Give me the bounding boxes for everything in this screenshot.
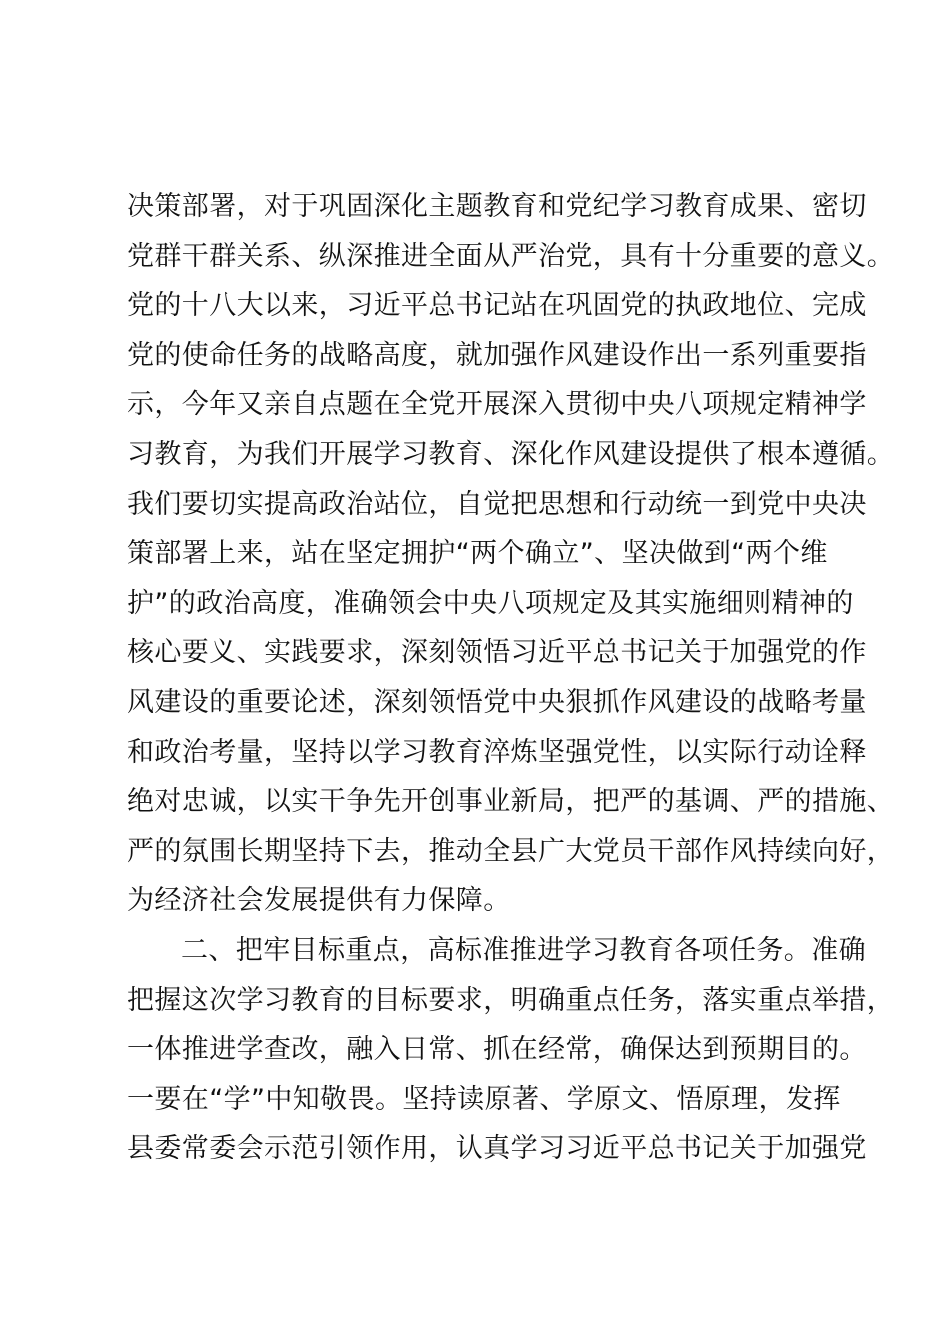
body-text xyxy=(127,182,895,1174)
text-line: 县委常委会示范引领作用，认真学习习近平总书记关于加强党 xyxy=(127,1133,867,1165)
text-line: 我们要切实提高政治站位，自觉把思想和行动统一到党中央决 xyxy=(127,488,867,520)
text-line: 绝对忠诚，以实干争先开创事业新局，把严的基调、严的措施、 xyxy=(127,786,895,818)
text-line: 为经济社会发展提供有力保障。 xyxy=(127,885,511,917)
text-line: 核心要义、实践要求，深刻领悟习近平总书记关于加强党的作 xyxy=(127,637,867,669)
text-line: 策部署上来，站在坚定拥护“两个确立”、坚决做到“两个维 xyxy=(127,538,828,570)
text-line: 决策部署，对于巩固深化主题教育和党纪学习教育成果、密切 xyxy=(127,191,867,222)
text-line: 严的氛围长期坚持下去，推动全县广大党员干部作风持续向好， xyxy=(127,835,895,867)
text-line: 党群干群关系、纵深推进全面从严治党，具有十分重要的意义。 xyxy=(127,240,895,272)
text-line: 党的使命任务的战略高度，就加强作风建设作出一系列重要指 xyxy=(127,339,867,371)
text-line: 示，今年又亲自点题在全党开展深入贯彻中央八项规定精神学 xyxy=(127,389,867,421)
text-line: 习教育，为我们开展学习教育、深化作风建设提供了根本遵循。 xyxy=(127,438,895,470)
text-line: 一体推进学查改，融入日常、抓在经常，确保达到预期目的。 xyxy=(127,1034,867,1066)
section-heading-line: 二、把牢目标重点，高标准推进学习教育各项任务。准确 xyxy=(181,934,866,966)
text-line: 党的十八大以来，习近平总书记站在巩固党的执政地位、完成 xyxy=(127,290,867,322)
text-line: 把握这次学习教育的目标要求，明确重点任务，落实重点举措， xyxy=(127,984,895,1016)
text-line: 和政治考量，坚持以学习教育淬炼坚强党性，以实际行动诠释 xyxy=(127,736,867,768)
text-line: 护”的政治高度，准确领会中央八项规定及其实施细则精神的 xyxy=(127,587,854,619)
text-line: 风建设的重要论述，深刻领悟党中央狠抓作风建设的战略考量 xyxy=(127,686,867,718)
text-line: 一要在“学”中知敬畏。坚持读原著、学原文、悟原理，发挥 xyxy=(127,1083,841,1115)
